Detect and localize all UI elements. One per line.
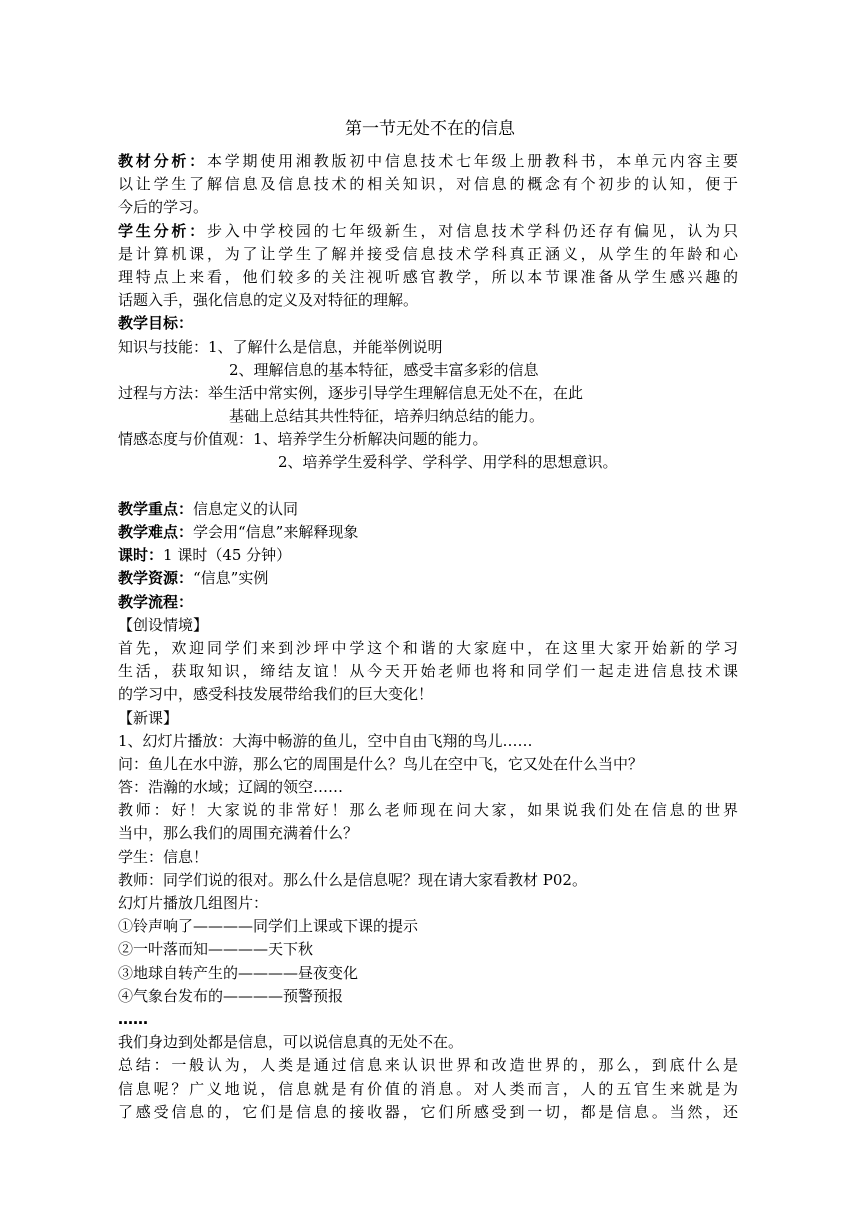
new-lesson-line-9: ①铃声响了————同学们上课或下课的提示 <box>118 917 419 936</box>
new-lesson-heading: 【新课】 <box>118 708 179 727</box>
class-hours-label: 课时： <box>118 546 164 565</box>
student-analysis-line-4: 话题入手，强化信息的定义及对特征的理解。 <box>118 291 419 310</box>
scenario-line-1: 首先，欢迎同学们来到沙坪中学这个和谐的大家庭中，在这里大家开始新的学习 <box>118 638 738 657</box>
new-lesson-line-12: ④气象台发布的————预警预报 <box>118 986 344 1005</box>
process-method-label: 过程与方法： <box>118 383 209 402</box>
emotion-values-line-1: 情感态度与价值观：1、培养学生分析解决问题的能力。 <box>118 430 488 449</box>
new-lesson-line-6: 学生：信息！ <box>118 847 209 866</box>
material-analysis-label: 教材分析： <box>118 152 207 170</box>
student-analysis-line-2: 是计算机课，为了让学生了解并接受信息技术学科真正涵义，从学生的年龄和心 <box>118 244 738 263</box>
resources-label: 教学资源： <box>118 569 194 588</box>
student-analysis-line-3: 理特点上来看，他们较多的关注视听感官教学，所以本节课准备从学生感兴趣的 <box>118 267 738 286</box>
blank-line <box>118 475 738 498</box>
document-body <box>118 150 738 1124</box>
process-method-line-1: 过程与方法：举生活中常实例，逐步引导学生理解信息无处不在，在此 <box>118 383 584 402</box>
new-lesson-line-2: 问：鱼儿在水中游，那么它的周围是什么？鸟儿在空中飞，它又处在什么当中？ <box>118 754 644 773</box>
new-lesson-line-4: 教师：好！大家说的非常好！那么老师现在问大家，如果说我们处在信息的世界 <box>118 801 738 820</box>
knowledge-skill-line-2: 2、理解信息的基本特征，感受丰富多彩的信息 <box>229 360 539 379</box>
new-lesson-line-17: 了感受信息的，它们是信息的接收器，它们所感受到一切，都是信息。当然，还 <box>118 1102 738 1121</box>
new-lesson-line-13: …… <box>118 1009 148 1028</box>
class-hours-line: 课时：1 课时（45 分钟） <box>118 546 292 565</box>
key-point-label: 教学重点： <box>118 499 194 518</box>
material-analysis-line-2: 以让学生了解信息及信息技术的相关知识，对信息的概念有个初步的认知，便于 <box>118 175 738 194</box>
knowledge-skill-label: 知识与技能： <box>118 337 209 356</box>
resources-line: 教学资源：“信息”实例 <box>118 569 269 588</box>
new-lesson-line-14: 我们身边到处都是信息，可以说信息真的无处不在。 <box>118 1033 464 1052</box>
new-lesson-line-11: ③地球自转产生的————昼夜变化 <box>118 963 359 982</box>
emotion-values-line-2: 2、培养学生爱科学、学科学、用学科的思想意识。 <box>278 453 618 472</box>
new-lesson-line-16: 信息呢？广义地说，信息就是有价值的消息。对人类而言，人的五官生来就是为 <box>118 1079 738 1098</box>
material-analysis-line-3: 今后的学习。 <box>118 198 209 217</box>
scenario-heading: 【创设情境】 <box>118 615 209 634</box>
new-lesson-line-3: 答：浩瀚的水域；辽阔的领空…… <box>118 778 344 797</box>
new-lesson-line-10: ②一叶落而知————天下秋 <box>118 940 314 959</box>
material-analysis-line-1: 教材分析：本学期使用湘教版初中信息技术七年级上册教科书，本单元内容主要 <box>118 152 738 170</box>
new-lesson-line-15: 总结：一般认为，人类是通过信息来认识世界和改造世界的，那么，到底什么是 <box>118 1056 738 1075</box>
emotion-values-label: 情感态度与价值观： <box>118 430 254 449</box>
page-title: 第一节无处不在的信息 <box>345 119 515 139</box>
student-analysis-label: 学生分析： <box>118 221 207 240</box>
teaching-flow-label: 教学流程： <box>118 592 194 611</box>
difficulty-label: 教学难点： <box>118 523 194 541</box>
new-lesson-line-5: 当中，那么我们的周围充满着什么？ <box>118 824 359 843</box>
new-lesson-line-7: 教师：同学们说的很对。那么什么是信息呢？现在请大家看教材 P02。 <box>118 870 587 889</box>
scenario-line-3: 的学习中，感受科技发展带给我们的巨大变化！ <box>118 685 434 704</box>
scenario-line-2: 生活，获取知识，缔结友谊！从今天开始老师也将和同学们一起走进信息技术课 <box>118 662 738 681</box>
teaching-goals-label: 教学目标： <box>118 314 194 333</box>
student-analysis-line-1: 学生分析：步入中学校园的七年级新生，对信息技术学科仍还存有偏见，认为只 <box>118 221 738 240</box>
difficulty-line: 教学难点：学会用“信息”来解释现象 <box>118 523 359 541</box>
new-lesson-line-8: 幻灯片播放几组图片： <box>118 894 269 912</box>
new-lesson-line-1: 1、幻灯片播放：大海中畅游的鱼儿，空中自由飞翔的鸟儿…… <box>118 731 533 750</box>
knowledge-skill-line-1: 知识与技能：1、了解什么是信息，并能举例说明 <box>118 337 443 356</box>
process-method-line-2: 基础上总结其共性特征，培养归纳总结的能力。 <box>229 407 545 426</box>
key-point-line: 教学重点：信息定义的认同 <box>118 499 299 518</box>
